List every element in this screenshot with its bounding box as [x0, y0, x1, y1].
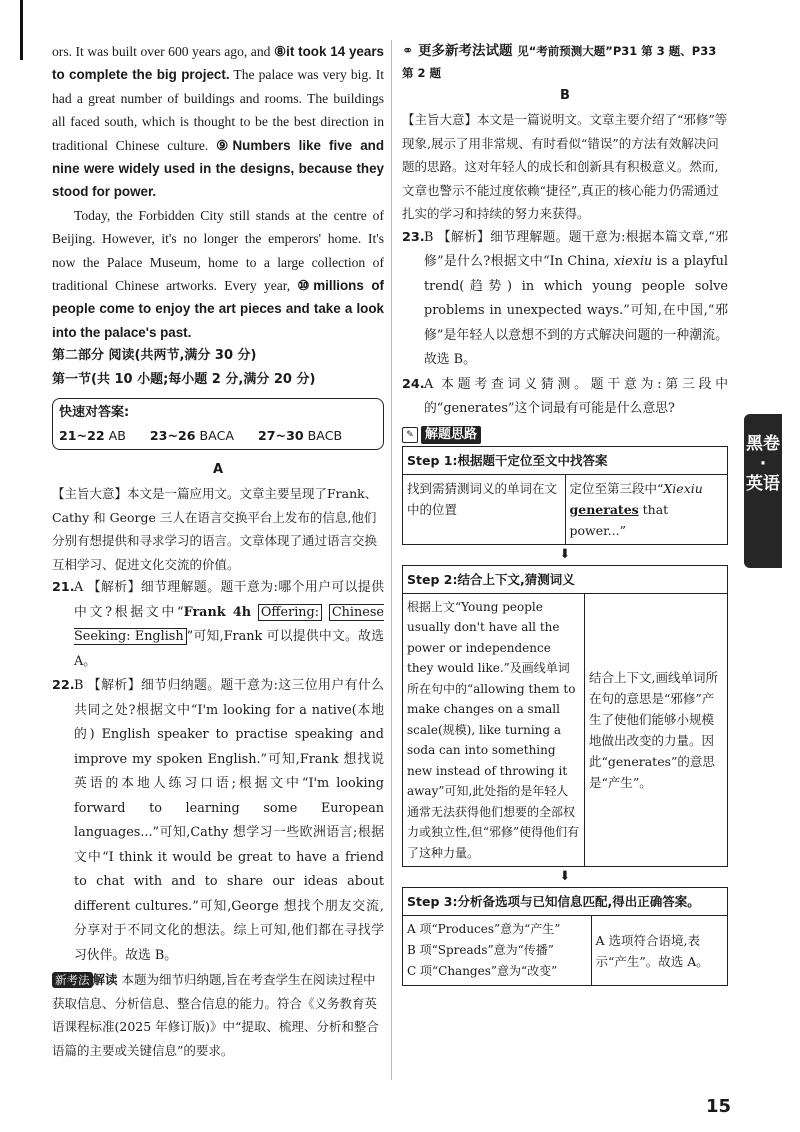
side-tab-line1: 黑卷 — [746, 434, 780, 454]
step2-table — [402, 565, 728, 868]
question-24 — [402, 373, 728, 422]
passage-letter: A — [212, 462, 224, 478]
passage-letter: B — [560, 88, 570, 103]
quick-answers-box — [52, 398, 384, 450]
answer-keys: BACB — [307, 428, 343, 444]
key-sentence: Numbers like five and nine were widely used in the designs, because they stood for power. — [52, 137, 385, 200]
tag-label: 解读 — [92, 972, 118, 988]
quick-answers-row — [59, 425, 377, 447]
question-23 — [402, 226, 728, 373]
side-tab-dot: · — [759, 454, 767, 474]
marker: ⑧ — [273, 44, 287, 59]
question-number: 22. — [52, 678, 75, 694]
quick-answers-label: 快速对答案: — [59, 405, 130, 421]
option-c: C 项“Changes”意为“改变” — [407, 964, 558, 978]
question-number: 23. — [402, 229, 425, 245]
passage-paragraph-2 — [52, 204, 384, 344]
question-number: 24. — [402, 376, 425, 392]
left-column — [52, 40, 384, 1062]
step3-title: Step 3:分析备选项与已知信息匹配,得出正确答案。 — [403, 888, 728, 916]
summary-a: 【主旨大意】本文是一篇应用文。文章主要呈现了Frank、Cathy 和 George 三人在语言交换平台上发布的信息,他们分别有想提供和寻求学习的语言。文章体现了通过语言交换互相学习、促进文化交流的价值。 — [52, 486, 378, 572]
answer-keys: AB — [108, 428, 126, 444]
margin-bar — [20, 0, 23, 60]
text: is a playful trend(趋势) in which young people solve problems in unexpected ways.”可知,在中国,“邪修”是年轻人以意想不到的方式解决问题的一种潮流。故选 B。 — [424, 254, 728, 367]
step1-right: 定位至第三段中“Xiexiu generates that power...” — [565, 474, 728, 544]
new-exam-note — [52, 968, 384, 1062]
link-icon: ⚭ — [402, 43, 414, 59]
step3-table — [402, 887, 728, 986]
column-divider — [391, 40, 392, 1080]
answer-range: 23~26 — [149, 428, 196, 444]
text: 本题为细节归纳题,旨在考查学生在阅读过程中获取信息、分析信息、整合信息的能力。符合《义务教育英语课程标准(2025 年修订版)》中“提取、梳理、分析和整合语篇的主要或关键信息”的要求。 — [52, 972, 379, 1058]
right-column — [402, 40, 728, 986]
pencil-icon: ✎ — [402, 427, 418, 443]
steps-label — [402, 426, 481, 444]
step3-right: A 选项符合语境,表示“产生”。故选 A。 — [591, 916, 728, 986]
step1-left: 找到需猜测词义的单词在文中的位置 — [403, 474, 566, 544]
quote-text: Frank 4h — [183, 604, 252, 620]
step2-title: Step 2:结合上下文,猜测词义 — [403, 565, 728, 593]
step1-table — [402, 446, 728, 545]
key-sentence: it took 14 years to complete the big project. — [52, 44, 384, 83]
more-exercises — [402, 40, 728, 84]
step2-right: 结合上下文,画线单词所在句的意思是“邪修”产生了使他们能够小规模地做出改变的力量。因此“generates”的意思是“产生”。 — [585, 593, 728, 867]
marker: ⑨ — [216, 137, 233, 153]
text: Today, the Forbidden City still stands at the centre of Beijing. However, it's no longer the emperors' home. It's now the Palace Museum, home to a large collection of traditional Chinese artworks. Every year, — [52, 207, 384, 294]
key-sentence: millions of people come to enjoy the art pieces and take a look into the palace's past. — [52, 278, 384, 340]
answer-keys: BACA — [199, 428, 234, 444]
text: ”可知,Frank 可以提供中文。故选 A。 — [74, 629, 384, 669]
more-ref: 见“考前预测大题”P31 第 3 题、P33 第 2 题 — [402, 44, 717, 80]
answer-range: 21~22 — [59, 428, 105, 444]
arrow-down-icon: ⬇ — [559, 869, 571, 884]
text: B 【解析】细节归纳题。题干意为:这三位用户有什么共同之处?根据文中“I'm looking for a native(本地的) English speaker to practise speaking and improve my spoken English.”可知,Frank 想找说英语的本地人练习口语;根据文中“I'm looking forward to learning some European languages...”可知,Cathy 想学习一些欧洲语言;根据文中“I think it would be great to have a friend to chat with and to share our ideas about different cultures.”可知,George 想找个朋友交流,分享对于不同文化的想法。综上可知,他们都在寻找学习伙伴。故选 B。 — [74, 678, 384, 963]
part-heading: 第二部分 阅读(共两节,满分 30 分) — [52, 348, 257, 364]
boxed-text: Chinese Seeking: English — [74, 604, 384, 645]
more-title: 更多新考法试题 — [418, 43, 513, 59]
option-b: B 项“Spreads”意为“传播” — [407, 943, 554, 957]
question-number: 21. — [52, 580, 75, 596]
text: ors. It was built over 600 years ago, and — [52, 44, 274, 59]
option-a: A 项“Produces”意为“产生” — [407, 922, 561, 936]
passage-paragraph-1 — [52, 40, 384, 204]
text: A 【解析】细节理解题。题干意为:哪个用户可以提供中文?根据文中“ — [74, 580, 384, 620]
step1-title: Step 1:根据题干定位至文中找答案 — [403, 446, 728, 474]
step2-left: 根据上文“Young people usually don't have all the power or independence they would like.”及画线单词所在句中的“allowing them to make changes on a small scale(规模), like turning a soda can into something new instead of throwing it away”可知,此处指的是年轻人通常无法获得他们想要的全部权力或独立性,但“邪修”使得他们有了这种力量。 — [403, 593, 585, 867]
side-tab — [744, 414, 782, 568]
boxed-text: Offering: — [258, 604, 322, 621]
text: A 本题考查词义猜测。题干意为:第三段中的“generates”这个词最有可能是什么意思? — [424, 376, 728, 416]
step3-options — [403, 916, 592, 986]
text: The palace was very big. It had a great number of buildings and rooms. The buildings all faced south, which is thought to be the best direction in traditional Chinese culture. — [52, 67, 384, 153]
italic-term: xiexiu — [613, 254, 653, 269]
text: B 【解析】细节理解题。题干意为:根据本篇文章,“邪修”是什么?根据文中“In China, — [424, 229, 728, 269]
arrow-down-icon: ⬇ — [559, 546, 571, 562]
answer-range: 27~30 — [258, 428, 304, 444]
page-number: 15 — [706, 1096, 732, 1117]
section-heading: 第一节(共 10 小题;每小题 2 分,满分 20 分) — [52, 372, 316, 388]
marker: ⑩ — [297, 278, 314, 294]
steps-label-text: 解题思路 — [421, 426, 481, 444]
side-tab-line2: 英语 — [746, 474, 780, 494]
question-21 — [52, 576, 384, 674]
question-22 — [52, 674, 384, 968]
summary-b: 【主旨大意】本文是一篇说明文。文章主要介绍了“邪修”等现象,展示了用非常规、有时看似“错误”的方法有效解决问题的思路。这对年轻人的成长和创新具有积极意义。然而,文章也警示不能过度依赖“捷径”,真正的核心能力仍需通过扎实的学习和持续的努力来获得。 — [402, 112, 728, 221]
new-exam-tag: 新考法 — [52, 972, 93, 988]
